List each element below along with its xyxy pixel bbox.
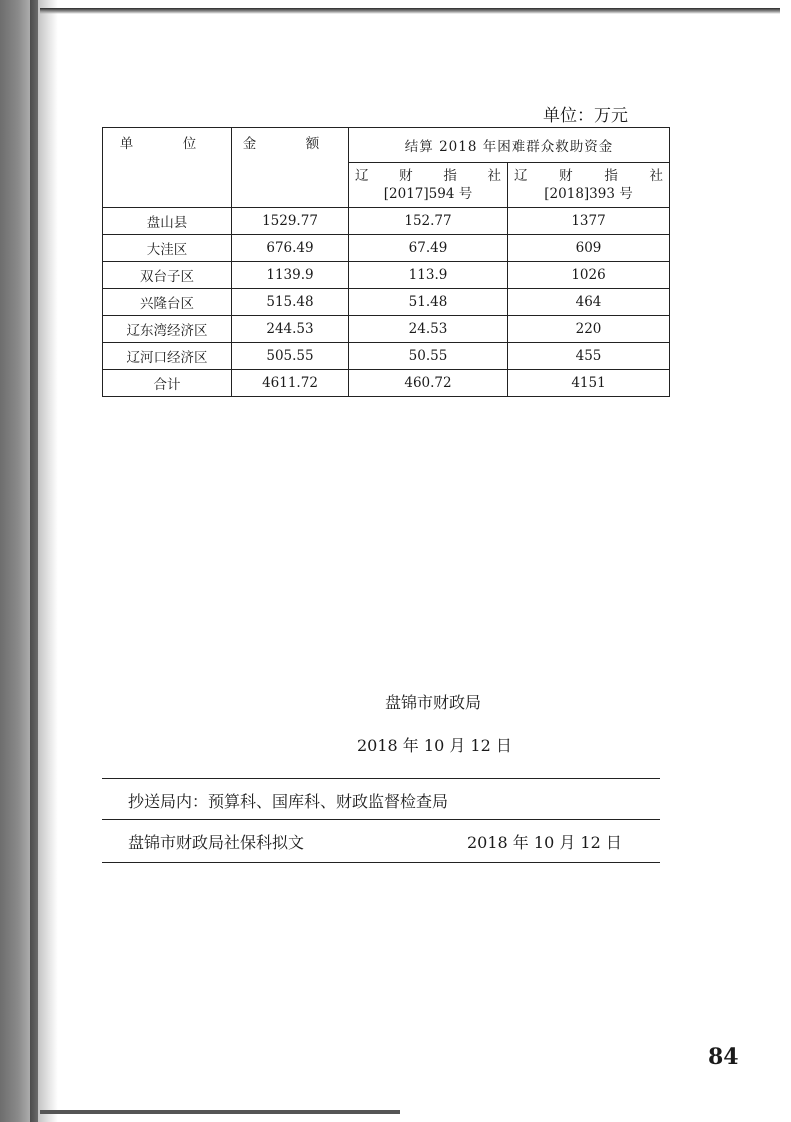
doc-2018-prefix: 辽 财 指 社	[514, 168, 664, 184]
doc-2017-number: [2017]594 号	[383, 186, 473, 202]
cell-doc1: 460.72	[349, 370, 508, 397]
cell-amount: 1139.9	[232, 262, 349, 289]
table-row	[103, 235, 670, 262]
signature-date: 2018 年 10 月 12 日	[357, 736, 512, 755]
footer-rule-bottom	[102, 862, 660, 863]
cell-doc2: 464	[508, 289, 670, 316]
doc-2018-number: [2018]393 号	[544, 186, 633, 202]
header-doc-2017	[349, 163, 508, 208]
cell-doc2: 1026	[508, 262, 670, 289]
cell-unit: 辽河口经济区	[103, 343, 232, 370]
table-row	[103, 289, 670, 316]
drafting-date: 2018 年 10 月 12 日	[467, 833, 622, 852]
cell-unit: 双台子区	[103, 262, 232, 289]
cell-doc2: 220	[508, 316, 670, 343]
cell-unit: 盘山县	[103, 208, 232, 235]
cell-doc2: 455	[508, 343, 670, 370]
unit-label: 单位：万元	[543, 106, 628, 126]
cell-doc1: 50.55	[349, 343, 508, 370]
cell-amount: 505.55	[232, 343, 349, 370]
funds-table	[102, 127, 670, 397]
cell-doc1: 24.53	[349, 316, 508, 343]
scan-shadow-bottom	[40, 1110, 400, 1114]
header-unit: 单 位	[103, 128, 232, 208]
signature-org: 盘锦市财政局	[385, 693, 482, 712]
scan-shadow-left	[0, 0, 58, 1122]
footer-rule-top	[102, 778, 660, 779]
footer-rule-middle	[102, 819, 660, 820]
table-row	[103, 316, 670, 343]
cell-doc1: 113.9	[349, 262, 508, 289]
doc-2017-prefix: 辽 财 指 社	[355, 168, 501, 184]
drafting-office: 盘锦市财政局社保科拟文	[128, 833, 305, 852]
table-row	[103, 262, 670, 289]
page-number: 84	[708, 1044, 739, 1070]
cell-doc2: 4151	[508, 370, 670, 397]
cell-amount: 4611.72	[232, 370, 349, 397]
table-row	[103, 208, 670, 235]
cell-doc2: 609	[508, 235, 670, 262]
cell-amount: 676.49	[232, 235, 349, 262]
cell-doc1: 51.48	[349, 289, 508, 316]
cell-doc2: 1377	[508, 208, 670, 235]
header-doc-2018	[508, 163, 670, 208]
cell-doc1: 152.77	[349, 208, 508, 235]
cell-unit: 辽东湾经济区	[103, 316, 232, 343]
cell-amount: 244.53	[232, 316, 349, 343]
cell-unit: 大洼区	[103, 235, 232, 262]
cell-unit: 兴隆台区	[103, 289, 232, 316]
scan-binding-edge	[30, 0, 38, 1122]
scan-shadow-top	[40, 8, 780, 14]
header-settlement: 结算 2018 年困难群众救助资金	[349, 128, 670, 163]
cell-amount: 515.48	[232, 289, 349, 316]
table-header-row	[103, 128, 670, 163]
cc-recipients: 抄送局内：预算科、国库科、财政监督检查局	[128, 792, 449, 811]
table-row	[103, 343, 670, 370]
table-total-row	[103, 370, 670, 397]
cell-amount: 1529.77	[232, 208, 349, 235]
cell-unit: 合计	[103, 370, 232, 397]
header-amount: 金 额	[232, 128, 349, 208]
cell-doc1: 67.49	[349, 235, 508, 262]
